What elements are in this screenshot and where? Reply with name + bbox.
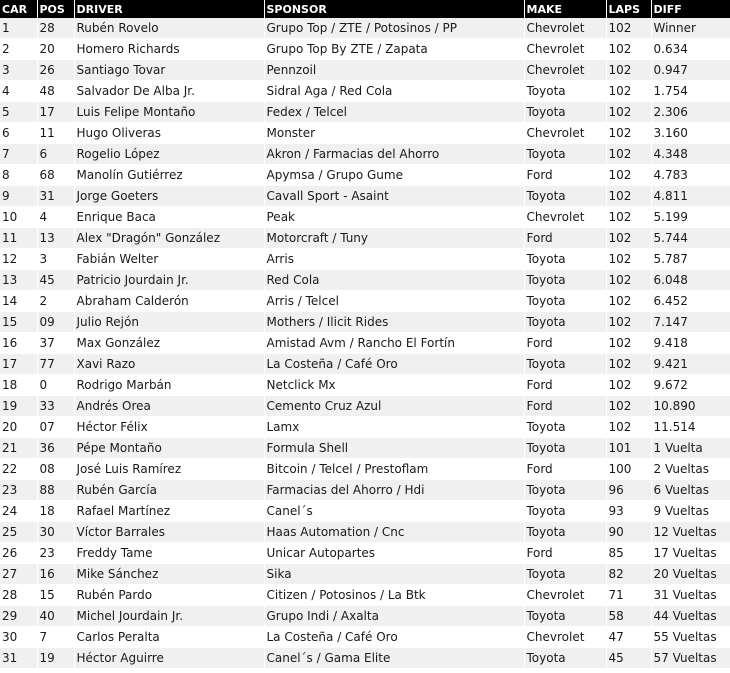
cell-sponsor: Netclick Mx [264, 375, 524, 396]
cell-sponsor: Red Cola [264, 270, 524, 291]
cell-laps: 58 [606, 606, 651, 627]
cell-pos: 30 [37, 522, 74, 543]
cell-pos: 37 [37, 333, 74, 354]
cell-make: Chevrolet [524, 39, 606, 60]
cell-diff: 12 Vueltas [651, 522, 730, 543]
cell-pos: 15 [37, 585, 74, 606]
cell-driver: Rubén García [74, 480, 264, 501]
cell-diff: 10.890 [651, 396, 730, 417]
cell-pos: 17 [37, 102, 74, 123]
cell-make: Toyota [524, 648, 606, 669]
cell-car: 19 [0, 396, 37, 417]
cell-car: 25 [0, 522, 37, 543]
table-row [0, 186, 730, 207]
cell-diff: 9 Vueltas [651, 501, 730, 522]
table-row [0, 291, 730, 312]
cell-make: Toyota [524, 354, 606, 375]
cell-car: 10 [0, 207, 37, 228]
cell-make: Ford [524, 543, 606, 564]
cell-pos: 11 [37, 123, 74, 144]
table-row [0, 396, 730, 417]
cell-laps: 82 [606, 564, 651, 585]
cell-pos: 33 [37, 396, 74, 417]
cell-diff: 0.947 [651, 60, 730, 81]
cell-make: Toyota [524, 438, 606, 459]
cell-pos: 40 [37, 606, 74, 627]
cell-pos: 31 [37, 186, 74, 207]
cell-diff: 55 Vueltas [651, 627, 730, 648]
cell-make: Toyota [524, 81, 606, 102]
cell-sponsor: Cemento Cruz Azul [264, 396, 524, 417]
cell-sponsor: Haas Automation / Cnc [264, 522, 524, 543]
cell-driver: Rubén Rovelo [74, 18, 264, 39]
cell-sponsor: Grupo Indi / Axalta [264, 606, 524, 627]
cell-diff: 5.744 [651, 228, 730, 249]
cell-car: 11 [0, 228, 37, 249]
cell-diff: 57 Vueltas [651, 648, 730, 669]
table-row [0, 312, 730, 333]
cell-diff: 5.787 [651, 249, 730, 270]
table-row [0, 522, 730, 543]
cell-laps: 102 [606, 39, 651, 60]
table-row [0, 270, 730, 291]
cell-sponsor: Unicar Autopartes [264, 543, 524, 564]
cell-sponsor: La Costeña / Café Oro [264, 354, 524, 375]
cell-driver: Hugo Oliveras [74, 123, 264, 144]
table-row [0, 249, 730, 270]
cell-diff: 4.348 [651, 144, 730, 165]
cell-make: Toyota [524, 291, 606, 312]
cell-make: Ford [524, 333, 606, 354]
cell-pos: 48 [37, 81, 74, 102]
table-row [0, 165, 730, 186]
cell-driver: Abraham Calderón [74, 291, 264, 312]
cell-driver: Héctor Aguirre [74, 648, 264, 669]
cell-pos: 0 [37, 375, 74, 396]
cell-car: 23 [0, 480, 37, 501]
table-row [0, 585, 730, 606]
table-header [0, 0, 730, 18]
cell-make: Toyota [524, 522, 606, 543]
table-row [0, 543, 730, 564]
cell-pos: 4 [37, 207, 74, 228]
cell-laps: 100 [606, 459, 651, 480]
cell-driver: Fabián Welter [74, 249, 264, 270]
cell-car: 1 [0, 18, 37, 39]
cell-sponsor: Citizen / Potosinos / La Btk [264, 585, 524, 606]
cell-make: Toyota [524, 144, 606, 165]
cell-diff: 20 Vueltas [651, 564, 730, 585]
cell-car: 6 [0, 123, 37, 144]
cell-pos: 07 [37, 417, 74, 438]
cell-sponsor: Amistad Avm / Rancho El Fortín [264, 333, 524, 354]
cell-make: Toyota [524, 270, 606, 291]
cell-make: Ford [524, 165, 606, 186]
cell-laps: 85 [606, 543, 651, 564]
cell-make: Toyota [524, 417, 606, 438]
table-row [0, 564, 730, 585]
cell-make: Toyota [524, 186, 606, 207]
table-row [0, 18, 730, 39]
cell-make: Chevrolet [524, 207, 606, 228]
cell-car: 15 [0, 312, 37, 333]
cell-sponsor: Formula Shell [264, 438, 524, 459]
cell-driver: Rubén Pardo [74, 585, 264, 606]
cell-laps: 96 [606, 480, 651, 501]
cell-car: 18 [0, 375, 37, 396]
cell-laps: 102 [606, 165, 651, 186]
cell-driver: Santiago Tovar [74, 60, 264, 81]
table-row [0, 501, 730, 522]
table-row [0, 144, 730, 165]
cell-pos: 23 [37, 543, 74, 564]
cell-sponsor: Mothers / Ilicit Rides [264, 312, 524, 333]
cell-make: Ford [524, 396, 606, 417]
cell-laps: 101 [606, 438, 651, 459]
cell-car: 26 [0, 543, 37, 564]
cell-diff: 7.147 [651, 312, 730, 333]
cell-pos: 77 [37, 354, 74, 375]
cell-driver: Héctor Félix [74, 417, 264, 438]
cell-driver: Julio Rejón [74, 312, 264, 333]
cell-make: Chevrolet [524, 585, 606, 606]
cell-pos: 28 [37, 18, 74, 39]
cell-car: 30 [0, 627, 37, 648]
cell-sponsor: Grupo Top By ZTE / Zapata [264, 39, 524, 60]
cell-laps: 102 [606, 249, 651, 270]
header-driver: DRIVER [74, 0, 264, 18]
cell-laps: 102 [606, 228, 651, 249]
table-row [0, 102, 730, 123]
header-make: MAKE [524, 0, 606, 18]
cell-car: 21 [0, 438, 37, 459]
cell-diff: 17 Vueltas [651, 543, 730, 564]
cell-make: Toyota [524, 312, 606, 333]
cell-driver: Patricio Jourdain Jr. [74, 270, 264, 291]
cell-laps: 102 [606, 144, 651, 165]
cell-driver: José Luis Ramírez [74, 459, 264, 480]
table-row [0, 81, 730, 102]
cell-laps: 102 [606, 396, 651, 417]
header-sponsor: SPONSOR [264, 0, 524, 18]
cell-driver: Homero Richards [74, 39, 264, 60]
cell-driver: Pépe Montaño [74, 438, 264, 459]
cell-laps: 102 [606, 81, 651, 102]
cell-sponsor: Arris / Telcel [264, 291, 524, 312]
cell-driver: Andrés Orea [74, 396, 264, 417]
cell-pos: 18 [37, 501, 74, 522]
cell-car: 13 [0, 270, 37, 291]
cell-sponsor: Pennzoil [264, 60, 524, 81]
cell-diff: 9.418 [651, 333, 730, 354]
cell-driver: Jorge Goeters [74, 186, 264, 207]
cell-driver: Xavi Razo [74, 354, 264, 375]
cell-diff: 4.783 [651, 165, 730, 186]
cell-make: Toyota [524, 480, 606, 501]
cell-laps: 102 [606, 312, 651, 333]
cell-laps: 102 [606, 102, 651, 123]
cell-diff: 1.754 [651, 81, 730, 102]
cell-diff: 9.421 [651, 354, 730, 375]
cell-car: 7 [0, 144, 37, 165]
cell-pos: 36 [37, 438, 74, 459]
cell-pos: 19 [37, 648, 74, 669]
cell-car: 29 [0, 606, 37, 627]
cell-car: 4 [0, 81, 37, 102]
cell-sponsor: La Costeña / Café Oro [264, 627, 524, 648]
cell-sponsor: Arris [264, 249, 524, 270]
cell-make: Chevrolet [524, 60, 606, 81]
cell-sponsor: Farmacias del Ahorro / Hdi [264, 480, 524, 501]
cell-diff: 9.672 [651, 375, 730, 396]
cell-sponsor: Akron / Farmacias del Ahorro [264, 144, 524, 165]
cell-laps: 102 [606, 354, 651, 375]
cell-sponsor: Canel´s [264, 501, 524, 522]
cell-sponsor: Apymsa / Grupo Gume [264, 165, 524, 186]
cell-driver: Rafael Martínez [74, 501, 264, 522]
cell-sponsor: Sika [264, 564, 524, 585]
cell-sponsor: Cavall Sport - Asaint [264, 186, 524, 207]
cell-pos: 26 [37, 60, 74, 81]
cell-pos: 20 [37, 39, 74, 60]
cell-car: 22 [0, 459, 37, 480]
cell-pos: 3 [37, 249, 74, 270]
cell-pos: 08 [37, 459, 74, 480]
table-row [0, 39, 730, 60]
cell-diff: 11.514 [651, 417, 730, 438]
cell-diff: 1 Vuelta [651, 438, 730, 459]
header-diff: DIFF [651, 0, 730, 18]
cell-laps: 90 [606, 522, 651, 543]
table-body [0, 18, 730, 669]
cell-diff: 44 Vueltas [651, 606, 730, 627]
table-row [0, 375, 730, 396]
cell-car: 17 [0, 354, 37, 375]
cell-make: Toyota [524, 501, 606, 522]
cell-make: Toyota [524, 249, 606, 270]
cell-driver: Mike Sánchez [74, 564, 264, 585]
cell-laps: 71 [606, 585, 651, 606]
cell-driver: Manolín Gutiérrez [74, 165, 264, 186]
cell-sponsor: Lamx [264, 417, 524, 438]
cell-make: Toyota [524, 102, 606, 123]
cell-laps: 102 [606, 375, 651, 396]
cell-sponsor: Peak [264, 207, 524, 228]
cell-sponsor: Monster [264, 123, 524, 144]
table-row [0, 228, 730, 249]
cell-car: 31 [0, 648, 37, 669]
cell-diff: 4.811 [651, 186, 730, 207]
cell-pos: 2 [37, 291, 74, 312]
cell-make: Ford [524, 459, 606, 480]
cell-pos: 68 [37, 165, 74, 186]
cell-sponsor: Fedex / Telcel [264, 102, 524, 123]
header-laps: LAPS [606, 0, 651, 18]
cell-sponsor: Motorcraft / Tuny [264, 228, 524, 249]
cell-diff: 6 Vueltas [651, 480, 730, 501]
cell-diff: 31 Vueltas [651, 585, 730, 606]
cell-diff: Winner [651, 18, 730, 39]
cell-laps: 102 [606, 186, 651, 207]
cell-driver: Víctor Barrales [74, 522, 264, 543]
cell-car: 28 [0, 585, 37, 606]
cell-car: 5 [0, 102, 37, 123]
table-row [0, 480, 730, 501]
cell-make: Ford [524, 375, 606, 396]
cell-car: 20 [0, 417, 37, 438]
cell-car: 9 [0, 186, 37, 207]
cell-laps: 102 [606, 18, 651, 39]
cell-diff: 6.048 [651, 270, 730, 291]
cell-laps: 102 [606, 123, 651, 144]
cell-make: Chevrolet [524, 627, 606, 648]
table-row [0, 417, 730, 438]
cell-make: Toyota [524, 606, 606, 627]
table-row [0, 60, 730, 81]
cell-sponsor: Sidral Aga / Red Cola [264, 81, 524, 102]
cell-sponsor: Grupo Top / ZTE / Potosinos / PP [264, 18, 524, 39]
cell-pos: 13 [37, 228, 74, 249]
table-row [0, 606, 730, 627]
cell-car: 14 [0, 291, 37, 312]
cell-pos: 7 [37, 627, 74, 648]
table-row [0, 123, 730, 144]
cell-pos: 16 [37, 564, 74, 585]
cell-sponsor: Canel´s / Gama Elite [264, 648, 524, 669]
cell-laps: 102 [606, 60, 651, 81]
cell-pos: 6 [37, 144, 74, 165]
cell-laps: 93 [606, 501, 651, 522]
cell-car: 27 [0, 564, 37, 585]
cell-diff: 2 Vueltas [651, 459, 730, 480]
cell-make: Chevrolet [524, 123, 606, 144]
cell-pos: 45 [37, 270, 74, 291]
table-row [0, 459, 730, 480]
cell-pos: 88 [37, 480, 74, 501]
cell-diff: 3.160 [651, 123, 730, 144]
cell-laps: 102 [606, 207, 651, 228]
cell-driver: Max González [74, 333, 264, 354]
cell-laps: 47 [606, 627, 651, 648]
cell-driver: Rogelio López [74, 144, 264, 165]
cell-driver: Enrique Baca [74, 207, 264, 228]
cell-car: 12 [0, 249, 37, 270]
cell-pos: 09 [37, 312, 74, 333]
cell-driver: Michel Jourdain Jr. [74, 606, 264, 627]
cell-driver: Carlos Peralta [74, 627, 264, 648]
header-car: CAR [0, 0, 37, 18]
cell-driver: Alex "Dragón" González [74, 228, 264, 249]
cell-sponsor: Bitcoin / Telcel / Prestoflam [264, 459, 524, 480]
cell-car: 2 [0, 39, 37, 60]
cell-diff: 5.199 [651, 207, 730, 228]
cell-driver: Luis Felipe Montaño [74, 102, 264, 123]
cell-diff: 6.452 [651, 291, 730, 312]
cell-driver: Freddy Tame [74, 543, 264, 564]
cell-driver: Rodrigo Marbán [74, 375, 264, 396]
cell-make: Chevrolet [524, 18, 606, 39]
cell-car: 24 [0, 501, 37, 522]
cell-make: Ford [524, 228, 606, 249]
cell-laps: 102 [606, 333, 651, 354]
table-row [0, 354, 730, 375]
header-pos: POS [37, 0, 74, 18]
cell-laps: 102 [606, 291, 651, 312]
table-row [0, 333, 730, 354]
table-row [0, 648, 730, 669]
cell-laps: 102 [606, 417, 651, 438]
cell-laps: 102 [606, 270, 651, 291]
table-row [0, 438, 730, 459]
table-row [0, 207, 730, 228]
header-row [0, 0, 730, 18]
table-row [0, 627, 730, 648]
cell-diff: 0.634 [651, 39, 730, 60]
cell-car: 16 [0, 333, 37, 354]
cell-diff: 2.306 [651, 102, 730, 123]
cell-car: 3 [0, 60, 37, 81]
cell-car: 8 [0, 165, 37, 186]
cell-driver: Salvador De Alba Jr. [74, 81, 264, 102]
cell-laps: 45 [606, 648, 651, 669]
cell-make: Toyota [524, 564, 606, 585]
